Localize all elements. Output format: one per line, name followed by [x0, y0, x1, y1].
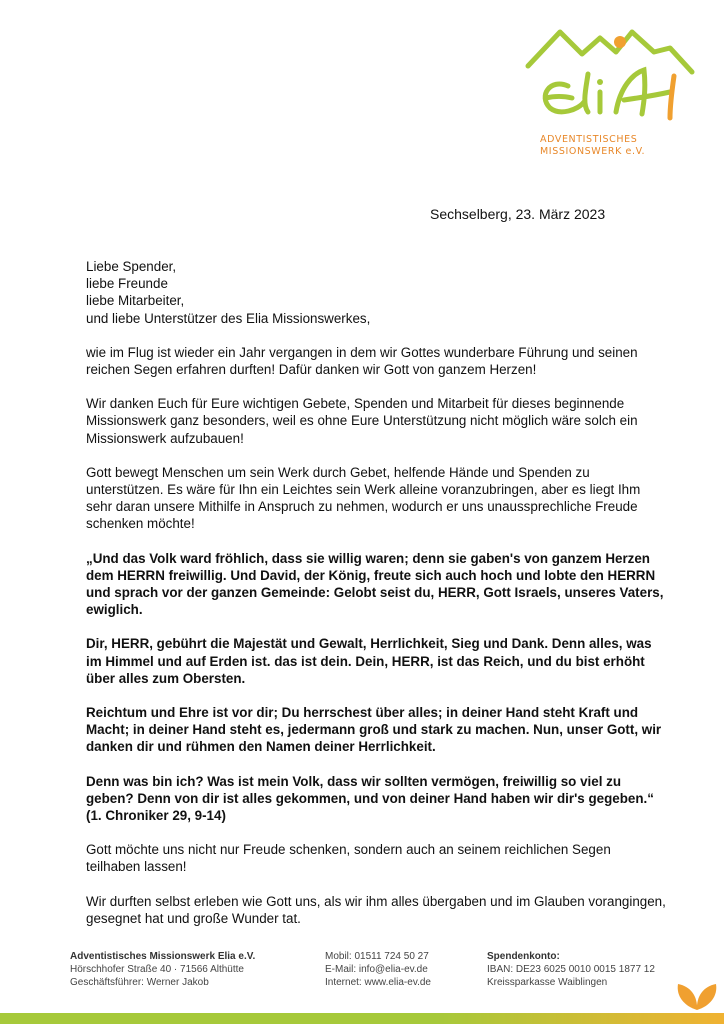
bible-quote-paragraph: Denn was bin ich? Was ist mein Volk, dass wir sollten vermögen, freiwillig so viel zu geben? Denn von dir ist alles gekommen, und von deiner Hand haben wir dir's gegeben.“ (1. Chroniker 29, 9-14) — [86, 773, 654, 824]
paragraph: Wir danken Euch für Eure wichtigen Gebete, Spenden und Mitarbeit für dieses beginnende Missionswerk ganz besonders, weil es ohne Eure Unterstützung nicht möglich wäre solch ein Missionswerk aufzubauen! — [86, 396, 638, 446]
bank-heading: Spendenkonto: — [487, 951, 560, 962]
salutation-line: Liebe Spender, — [86, 259, 177, 274]
paragraph: Wir durften selbst erleben wie Gott uns, als wir ihm alles übergaben und im Glauben vorangingen, gesegnet hat und große Wunder tat. — [86, 893, 666, 926]
paragraph: Gott möchte uns nicht nur Freude schenken, sondern auch an seinem reichlichen Segen teilhaben lassen! — [86, 842, 611, 875]
logo-subtitle-line2: MISSIONSWERK e.V. — [540, 146, 646, 157]
letter-body — [86, 258, 666, 944]
salutation-line: liebe Mitarbeiter, — [86, 293, 185, 309]
paragraph: Gott bewegt Menschen um sein Werk durch Gebet, helfende Hände und Spenden zu unterstützen. Es wäre für Ihn ein Leichtes sein Werk alleine voranzubringen, aber es liegt Ihm sehr daran unsere Mithilfe in Anspruch zu nehmen, wodurch er uns unaussprechliche Freude schenken möchte! — [86, 464, 641, 532]
contact-web: Internet: www.elia-ev.de — [325, 977, 431, 988]
footer-contact — [325, 950, 431, 989]
org-manager: Geschäftsführer: Werner Jakob — [70, 977, 209, 988]
letter-footer — [70, 950, 670, 990]
bible-quote-paragraph: Reichtum und Ehre ist vor dir; Du herrschest über alles; in deiner Hand steht Kraft und Macht; in deiner Hand steht es, jedermann groß und stark zu machen. Nun, unser Gott, wir danken dir und rühmen den Namen deiner Herrlichkeit. — [86, 705, 662, 755]
contact-phone: Mobil: 01511 724 50 27 — [325, 951, 429, 962]
org-name: Adventistisches Missionswerk Elia e.V. — [70, 951, 256, 962]
bank-name: Kreissparkasse Waiblingen — [487, 977, 608, 988]
footer-org — [70, 950, 255, 989]
org-address: Hörschhofer Straße 40 · 71566 Althütte — [70, 964, 244, 975]
bank-iban: IBAN: DE23 6025 0010 0015 1877 12 — [487, 964, 655, 975]
footer-bank — [487, 950, 655, 989]
bible-quote-paragraph: Dir, HERR, gebührt die Majestät und Gewalt, Herrlichkeit, Sieg und Dank. Denn alles, was im Himmel und auf Erden ist. das ist dein. Dein, HERR, ist das Reich, und du bist erhöht über alles zum Obersten. — [86, 636, 652, 686]
contact-email: E-Mail: info@elia-ev.de — [325, 964, 428, 975]
mountain-logo-icon — [520, 18, 700, 133]
bible-quote-paragraph: „Und das Volk ward fröhlich, dass sie willig waren; denn sie gaben's von ganzem Herzen dem HERRN freiwillig. Und David, der König, freute sich auch hoch und lobte den HERRN und sprach vor der ganzen Gemeinde: Gelobt seist du, HERR, Gott Israels, unseres Vaters, ewiglich. — [86, 550, 664, 618]
paragraph: wie im Flug ist wieder ein Jahr vergangen in dem wir Gottes wunderbare Führung und seinen reichen Segen erfahren durften! Dafür danken wir Gott von ganzem Herzen! — [86, 344, 638, 378]
date-line: Sechselberg, 23. März 2023 — [430, 206, 606, 222]
salutation-line: und liebe Unterstützer des Elia Missionswerkes, — [86, 310, 371, 326]
salutation — [86, 258, 666, 327]
logo-subtitle-line1: ADVENTISTISCHES — [540, 134, 638, 145]
footer-color-bar — [0, 1013, 724, 1024]
elia-logo — [520, 18, 700, 168]
salutation-line: liebe Freunde — [86, 276, 168, 292]
sprout-leaf-icon — [672, 972, 722, 1012]
